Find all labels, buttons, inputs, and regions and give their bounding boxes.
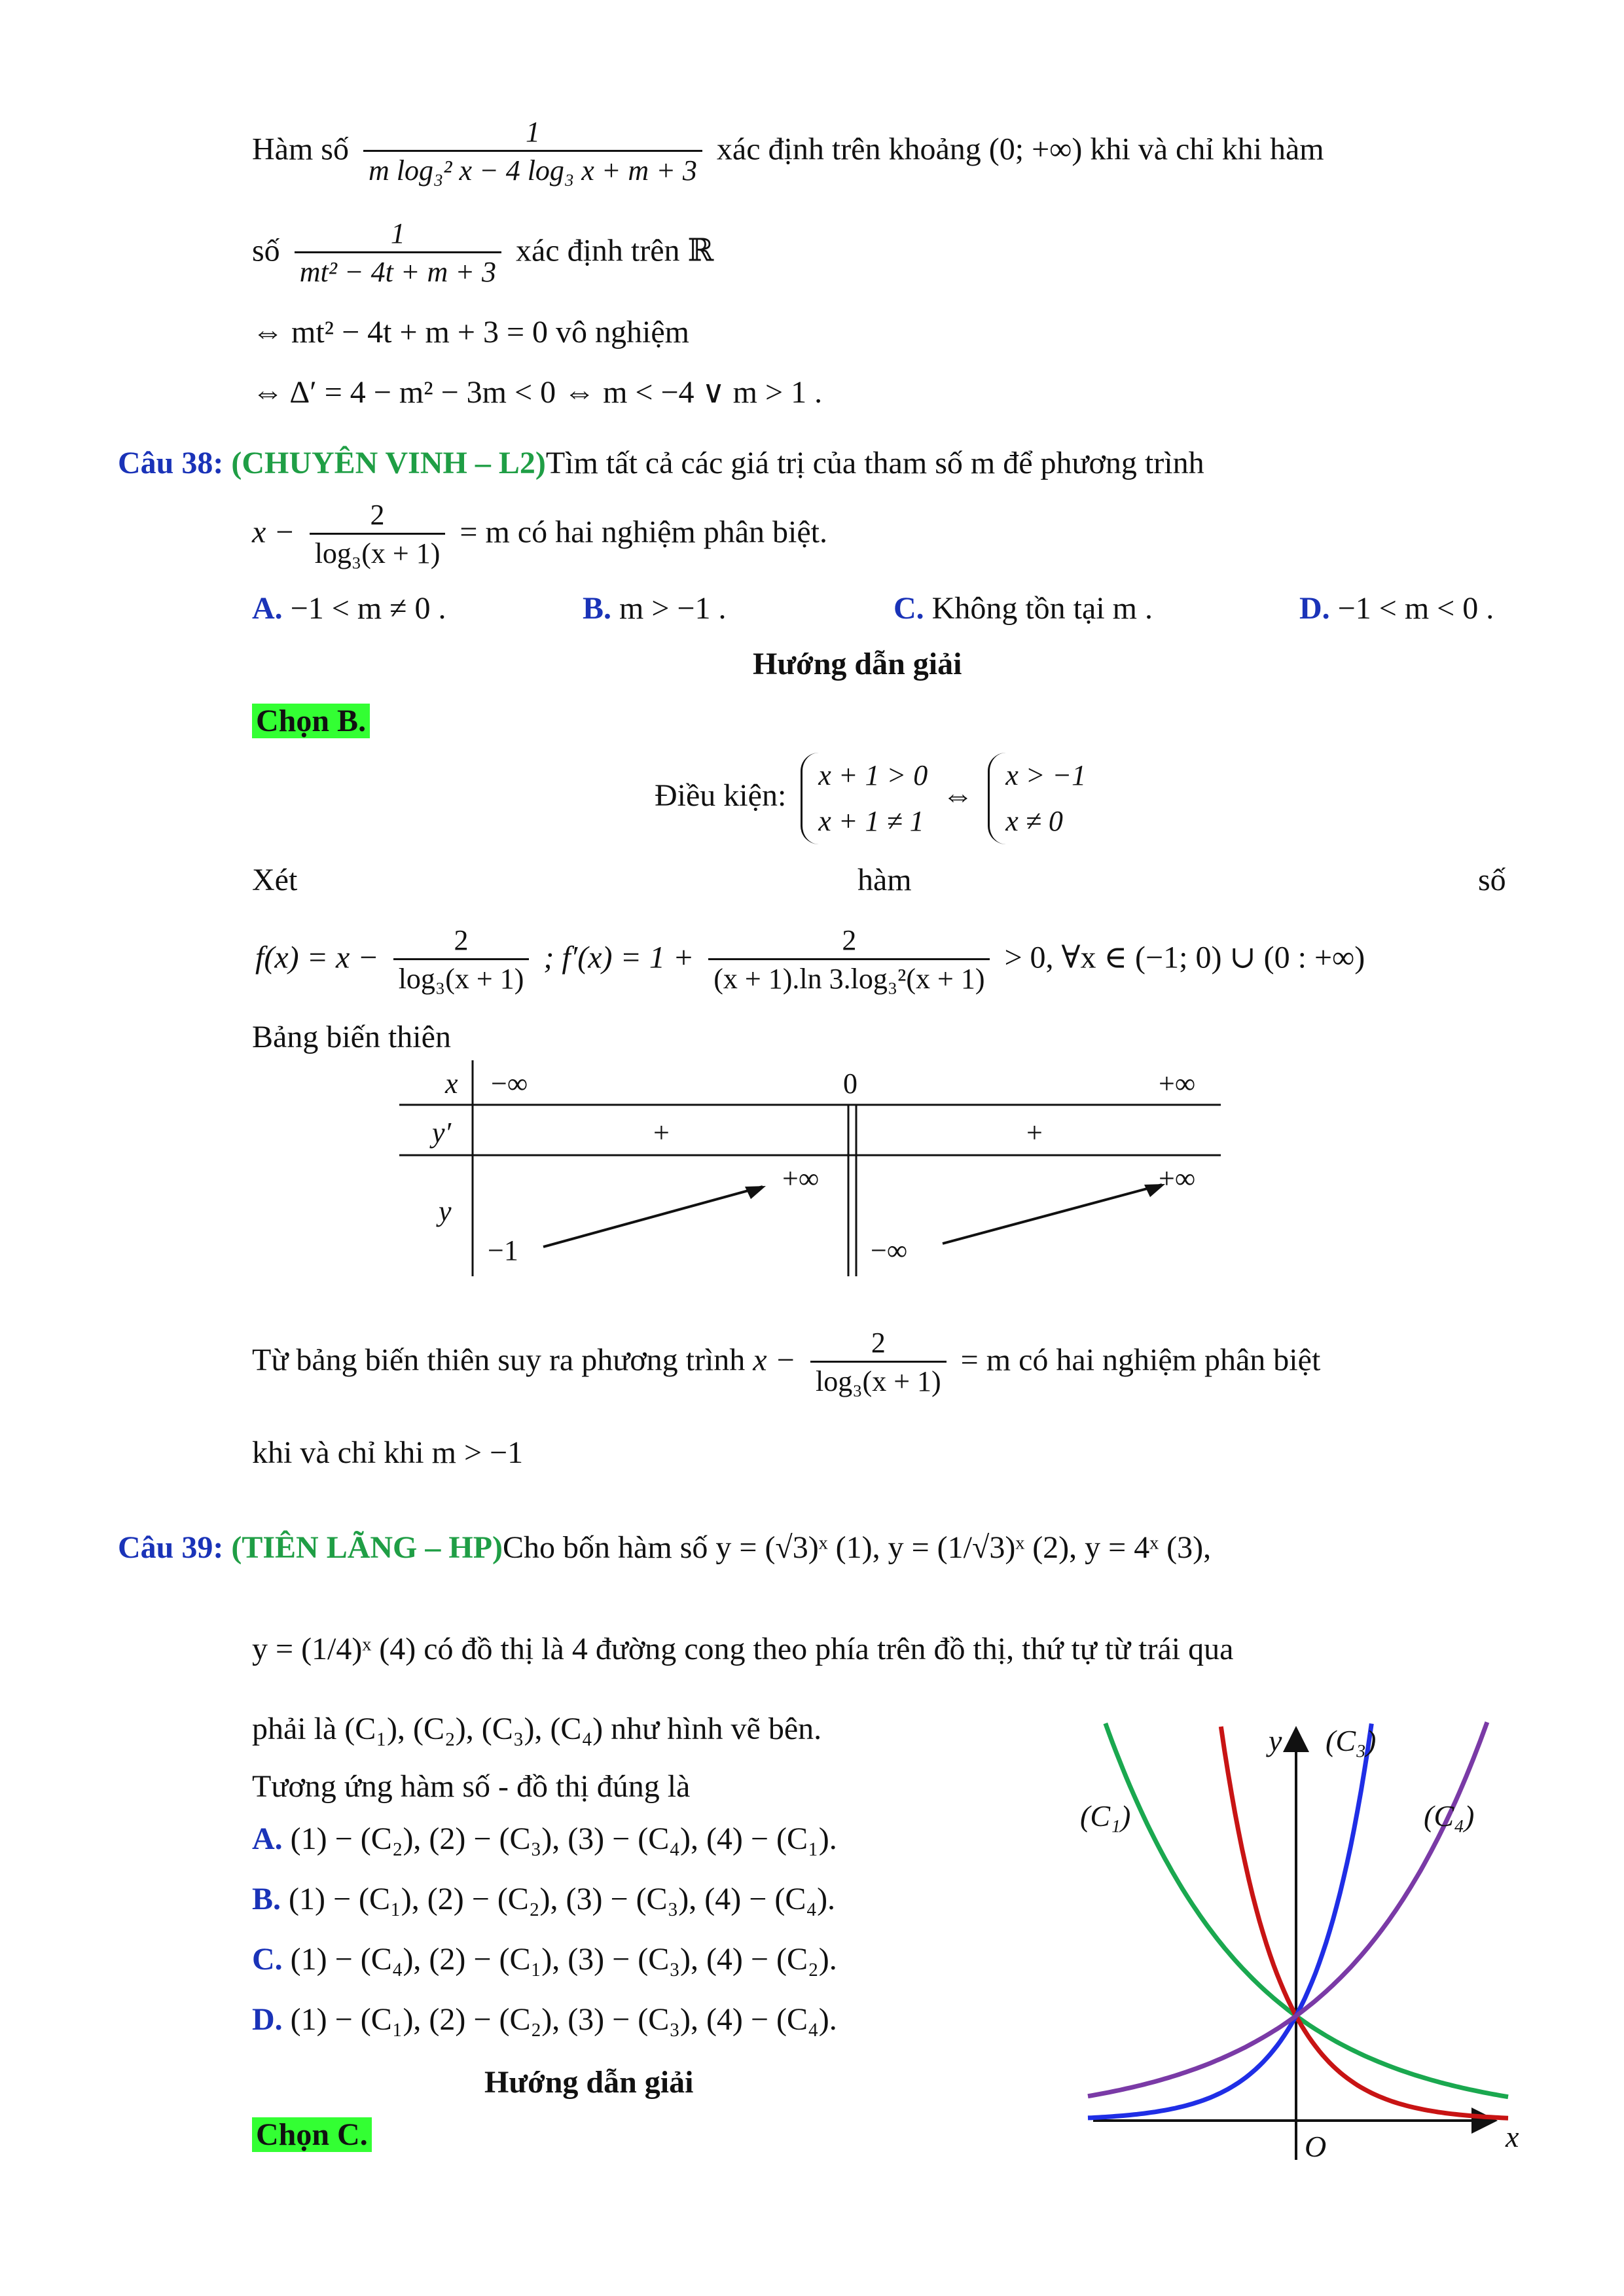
graph-c4-label: (C₄) (1424, 1799, 1475, 1833)
q38-derivative (255, 923, 1365, 998)
intro-l2-text-b: xác định trên ℝ (515, 233, 714, 268)
option-text: (1) − (C₄), (2) − (C₁), (3) − (C₃), (4) − (C₂). (290, 1942, 837, 1977)
frac-den: m log₃² x − 4 log₃ x + m + 3 (363, 150, 702, 190)
q38-text: Tìm tất cả các giá trị của tham số m để phương trình (545, 446, 1204, 480)
intro-line-4: ⇔ Δ′ = 4 − m² − 3m < 0 ⇔ m < −4 ∨ m > 1 . (252, 375, 823, 410)
frac-num: 2 (454, 924, 469, 956)
graph-origin-label: O (1305, 2130, 1327, 2163)
variation-table (399, 1060, 1231, 1283)
q38-conclusion-1 (252, 1325, 1320, 1401)
q39-option-d[interactable] (252, 2000, 837, 2039)
option-key: B. (252, 1882, 281, 1916)
concl-a: Từ bảng biến thiên suy ra phương trình (252, 1342, 746, 1378)
q38-guide-heading: Hướng dẫn giải (753, 647, 962, 681)
q39-heading (118, 1528, 1211, 1568)
q38-conclusion-2: khi và chỉ khi m > −1 (252, 1435, 524, 1470)
q38-answer (252, 702, 370, 741)
q39-line-2: y = (1/4)ˣ (4) có đồ thị là 4 đường cong theo phía trên đồ thị, thứ tự từ trái qua (252, 1632, 1234, 1666)
xet-word-1: Xét (252, 863, 298, 897)
intro-fraction-2 (295, 216, 501, 291)
frac-num: 2 (871, 1327, 886, 1359)
tbl-y-right-low: −∞ (871, 1234, 908, 1266)
tbl-x-mid: 0 (843, 1067, 857, 1100)
fp-post: > 0, ∀x ∈ (−1; 0) ∪ (0 : +∞) (1004, 940, 1365, 975)
tbl-y-right-high: +∞ (1159, 1162, 1196, 1194)
intro-l1-text: Hàm số (252, 132, 349, 167)
q38-eq-pre: x − (252, 514, 295, 550)
tbl-x-right: +∞ (1159, 1067, 1196, 1100)
q39-option-a[interactable] (252, 1820, 837, 1859)
tbl-sign-right: + (1026, 1117, 1043, 1149)
q38-equation (252, 497, 827, 573)
q38-label: Câu 38: (118, 446, 224, 480)
q39-line-3: phải là (C₁), (C₂), (C₃), (C₄) như hình vẽ bên. (252, 1712, 822, 1746)
f-fraction (393, 923, 530, 998)
q39-guide-heading: Hướng dẫn giải (484, 2065, 694, 2100)
option-key: C. (252, 1942, 283, 1977)
option-key: D. (252, 2002, 283, 2037)
q39-answer-badge: Chọn C. (252, 2117, 372, 2152)
frac-num: 1 (390, 217, 405, 249)
frac-den: log₃(x + 1) (393, 958, 530, 998)
option-key: A. (252, 591, 283, 626)
intro-l1-text-b: xác định trên khoảng (0; +∞) khi và chỉ khi hàm (716, 132, 1324, 167)
frac-den: mt² − 4t + m + 3 (295, 251, 501, 291)
tbl-x-left: −∞ (491, 1067, 528, 1100)
option-text: (1) − (C₂), (2) − (C₃), (3) − (C₄), (4) − (C₁). (290, 1821, 837, 1856)
exponential-graph (1074, 1715, 1532, 2173)
option-text: −1 < m ≠ 0 . (290, 591, 446, 626)
q38-condition (655, 753, 1092, 844)
bbt-title: Bảng biến thiên (252, 1020, 451, 1054)
q39-source: (TIÊN LÃNG – HP) (231, 1530, 503, 1565)
q39-line-4: Tương ứng hàm số - đồ thị đúng là (252, 1769, 691, 1804)
tbl-sign-left: + (653, 1117, 670, 1149)
xet-word-3: số (1478, 863, 1506, 897)
tbl-y-left-high: +∞ (782, 1162, 820, 1194)
option-text: m > −1 . (619, 591, 727, 626)
q38-source: (CHUYÊN VINH – L2) (231, 446, 546, 480)
curve-c4 (1088, 1722, 1487, 2096)
q38-option-a[interactable] (252, 589, 446, 628)
cond-system-2 (988, 753, 1086, 844)
intro-l2-text: số (252, 233, 280, 268)
intro-fraction-1 (363, 115, 702, 190)
option-text: −1 < m < 0 . (1337, 591, 1494, 626)
cond-system-1 (801, 753, 928, 844)
option-key: A. (252, 1821, 283, 1856)
option-text: Không tồn tại m . (931, 591, 1153, 626)
intro-line-3: ⇔ mt² − 4t + m + 3 = 0 vô nghiệm (252, 315, 689, 350)
frac-den: (x + 1).ln 3.log₃²(x + 1) (708, 958, 990, 998)
intro-line-2 (252, 216, 713, 291)
fp-fraction (708, 923, 990, 998)
fp-pre: ; f′(x) = 1 + (543, 940, 695, 975)
tbl-y-label: y (439, 1195, 452, 1227)
cond-row: x > −1 (1005, 759, 1087, 791)
option-key: B. (583, 591, 612, 626)
cond-row: x ≠ 0 (1005, 805, 1063, 837)
q38-heading (118, 444, 1204, 483)
q39-line-1: Cho bốn hàm số y = (√3)ˣ (1), y = (1/√3)ˣ (2), y = 4ˣ (3), (503, 1530, 1212, 1565)
frac-num: 1 (525, 116, 540, 148)
option-text: (1) − (C₁), (2) − (C₂), (3) − (C₃), (4) − (C₄). (289, 1882, 836, 1916)
concl-pre: x − (753, 1342, 796, 1378)
option-key: D. (1299, 591, 1330, 626)
cond-equiv: ⇔ (942, 778, 974, 814)
q39-answer (252, 2115, 372, 2155)
q39-option-c[interactable] (252, 1940, 837, 1979)
cond-row: x + 1 ≠ 1 (818, 805, 924, 837)
cond-row: x + 1 > 0 (818, 759, 928, 791)
q38-option-b[interactable] (583, 589, 727, 628)
tbl-x-label: x (445, 1067, 458, 1100)
frac-den: log₃(x + 1) (310, 533, 446, 573)
cond-label: Điều kiện: (655, 778, 787, 814)
xet-word-2: hàm (857, 863, 912, 897)
q39-option-b[interactable] (252, 1880, 835, 1919)
graph-y-label: y (1269, 1724, 1282, 1757)
q38-option-c[interactable] (893, 589, 1153, 628)
f-pre: f(x) = x − (255, 940, 379, 975)
q39-label: Câu 39: (118, 1530, 224, 1565)
frac-num: 2 (370, 499, 385, 531)
concl-fraction (810, 1325, 947, 1401)
q38-answer-badge: Chọn B. (252, 704, 370, 738)
tbl-yp-label: y′ (432, 1117, 452, 1149)
option-key: C. (893, 591, 924, 626)
intro-line-1 (252, 115, 1324, 190)
frac-num: 2 (842, 924, 857, 956)
graph-x-label: x (1506, 2120, 1519, 2153)
q38-eq-fraction (310, 497, 446, 573)
concl-b: = m có hai nghiệm phân biệt (960, 1342, 1321, 1378)
option-text: (1) − (C₁), (2) − (C₂), (3) − (C₃), (4) − (C₄). (290, 2002, 837, 2037)
frac-den: log₃(x + 1) (810, 1361, 947, 1401)
q38-option-d[interactable] (1299, 589, 1494, 628)
graph-c1-label: (C₁) (1080, 1799, 1131, 1833)
q38-eq-post: = m có hai nghiệm phân biệt. (460, 514, 827, 550)
tbl-y-left-low: −1 (488, 1234, 518, 1266)
curve-c1 (1106, 1723, 1508, 2097)
graph-c3-label: (C₃) (1326, 1724, 1377, 1757)
